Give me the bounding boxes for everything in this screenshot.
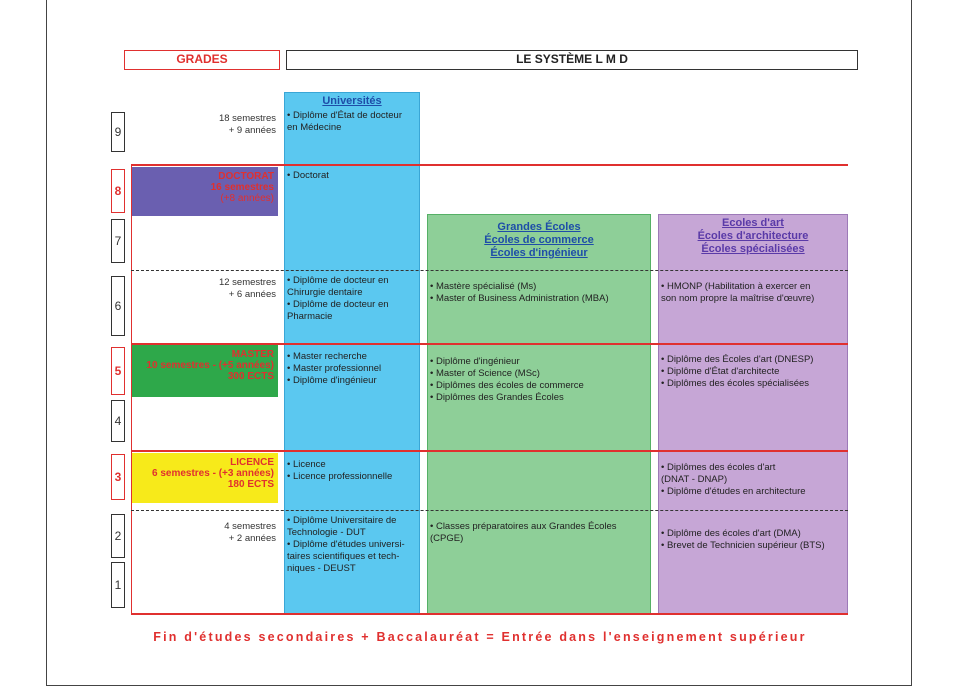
ecoles-art-column [658,214,848,614]
level-9-note: 18 semestres + 9 années [218,113,276,136]
doctorat-grade: DOCTORAT 16 semestres (+8 années) [132,167,278,216]
art-level-6-cell: • HMONP (Habilitation à exercer en son nom propre la maîtrise d'œuvre) [661,281,815,304]
baccalaureat-line [131,613,848,615]
univ-level-5-cell: • Master recherche • Master professionnel • Diplôme d'ingénieur [287,351,382,386]
licence-grade: LICENCE 6 semestres - (+3 années) 180 ECTS [132,453,278,503]
univ-level-9-cell: • Diplôme d'État de docteur en Médecine [287,110,402,133]
level-3: 3 [111,454,125,500]
ge-level-2-cell: • Classes préparatoires aux Grandes Écoles (CPGE) [430,521,617,544]
master-line [131,343,848,345]
licence-line [131,450,848,452]
doctorat-line [131,164,848,166]
ecoles-art-title: Ecoles d'art Écoles d'architecture Écoles spécialisées [697,217,809,255]
univ-level-3-cell: • Licence • Licence professionnelle [287,459,393,482]
footer-baccalaureat-note: Fin d'études secondaires + Baccalauréat = Entrée dans l'enseignement supérieur [153,630,807,644]
universites-title: Universités [322,95,382,107]
art-level-3-cell: • Diplômes des écoles d'art (DNAT - DNAP) • Diplôme d'études en architecture [661,462,806,497]
lmd-system-header: LE SYSTÈME L M D [286,50,858,70]
level-2-note: 4 semestres + 2 années [224,521,276,544]
univ-level-2-cell: • Diplôme Universitaire de Technologie - DUT • Diplôme d'études universi- taires scientifiques et tech- niques - DEUST [287,515,405,574]
ge-level-6-cell: • Mastère spécialisé (Ms) • Master of Business Administration (MBA) [430,281,609,304]
level-7: 7 [111,219,125,263]
level-6: 6 [111,276,125,336]
level-2: 2 [111,514,125,558]
level-1: 1 [111,562,125,608]
art-level-5-cell: • Diplôme des Écoles d'art (DNESP) • Diplôme d'État d'architecte • Diplômes des écoles spécialisées [661,354,814,389]
level-2-dashed-line [131,510,848,511]
level-5: 5 [111,347,125,395]
level-6-dashed-line [131,270,848,271]
level-8: 8 [111,169,125,213]
grandes-ecoles-title: Grandes Écoles Écoles de commerce Écoles d'ingénieur [484,221,594,259]
level-4: 4 [111,400,125,442]
univ-level-6-cell: • Diplôme de docteur en Chirurgie dentaire • Diplôme de docteur en Pharmacie [287,275,389,322]
grandes-ecoles-column [427,214,651,614]
level-9: 9 [111,112,125,152]
master-grade: MASTER 10 semestres - (+5 années) 300 ECTS [132,345,278,397]
ge-level-5-cell: • Diplôme d'ingénieur • Master of Science (MSc) • Diplômes des écoles de commerce • Diplômes des Grandes Écoles [430,356,584,403]
level-6-note: 12 semestres + 6 années [218,277,276,300]
univ-level-8-cell: • Doctorat [287,170,329,181]
left-red-vertical-line [131,165,132,615]
art-level-2-cell: • Diplôme des écoles d'art (DMA) • Brevet de Technicien supérieur (BTS) [661,528,825,551]
grades-header: GRADES [124,50,280,70]
